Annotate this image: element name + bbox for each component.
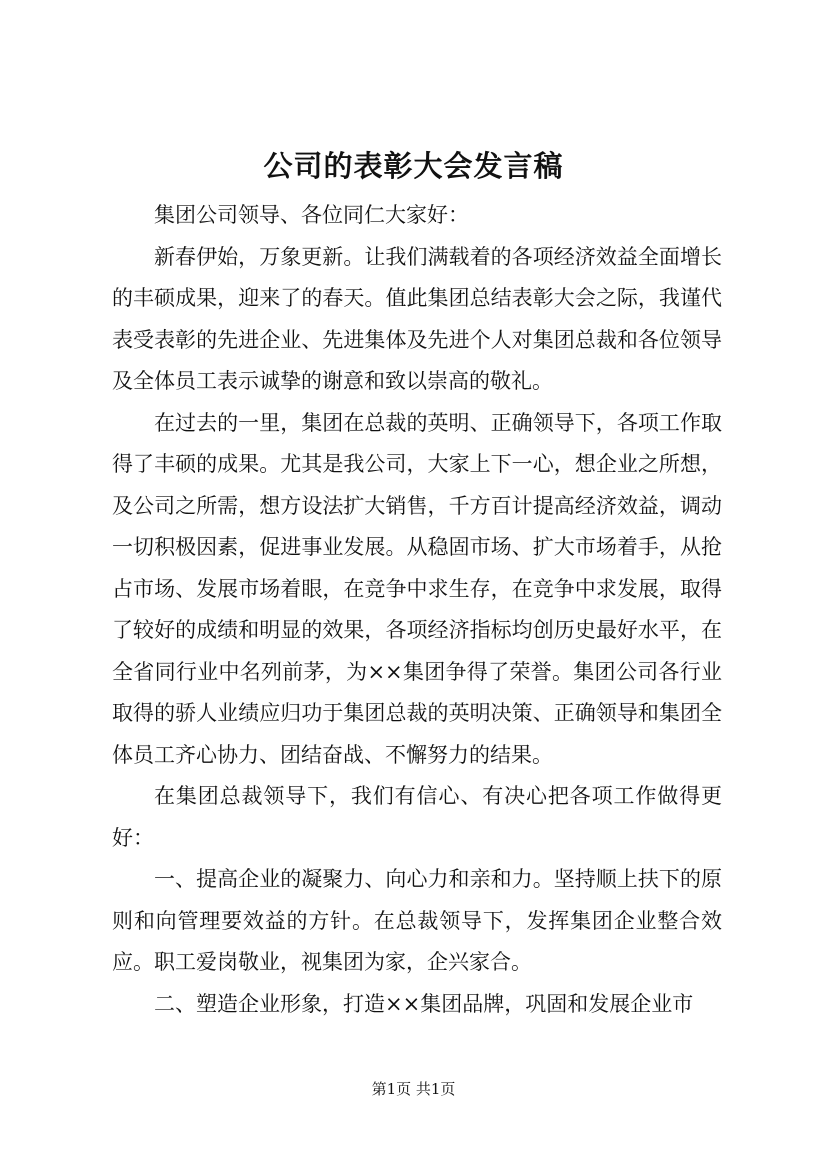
- paragraph-greeting: 集团公司领导、各位同仁大家好：: [154, 203, 469, 227]
- paragraph-3: 在集团总裁领导下，我们有信心、有决心把各项工作做得更好：: [112, 784, 722, 850]
- paragraph-4: 一、提高企业的凝聚力、向心力和亲和力。坚持顺上扶下的原则和向管理要效益的方针。在总裁领导下，发挥集团企业整合效应。职工爱岗敬业，视集团为家，企兴家合。: [112, 867, 722, 974]
- paragraph-5: 二、塑造企业形象，打造××集团品牌，巩固和发展企业市: [154, 991, 694, 1016]
- document-body: [112, 195, 722, 1025]
- page-footer: [0, 1078, 827, 1100]
- paragraph-2: 在过去的一里，集团在总裁的英明、正确领导下，各项工作取得了丰硕的成果。尤其是我公司，大家上下一心，想企业之所想，及公司之所需，想方设法扩大销售，千方百计提高经济效益，调动一切积极因素，促进事业发展。从稳固市场、扩大市场着手，从抢占市场、发展市场着眼，在竞争中求生存，在竞争中求发展，取得了较好的成绩和明显的效果，各项经济指标均创历史最好水平，在全省同行业中名列前茅，为××集团争得了荣誉。集团公司各行业取得的骄人业绩应归功于集团总裁的英明决策、正确领导和集团全体员工齐心协力、团结奋战、不懈努力的结果。: [112, 410, 722, 767]
- page-number: 第1页 共1页: [371, 1080, 456, 1098]
- document-title: 公司的表彰大会发言稿: [263, 149, 564, 183]
- paragraph-1: 新春伊始，万象更新。让我们满载着的各项经济效益全面增长的丰硕成果，迎来了的春天。值此集团总结表彰大会之际，我谨代表受表彰的先进企业、先进集体及先进个人对集团总裁和各位领导及全体员工表示诚挚的谢意和致以崇高的敬礼。: [112, 244, 722, 393]
